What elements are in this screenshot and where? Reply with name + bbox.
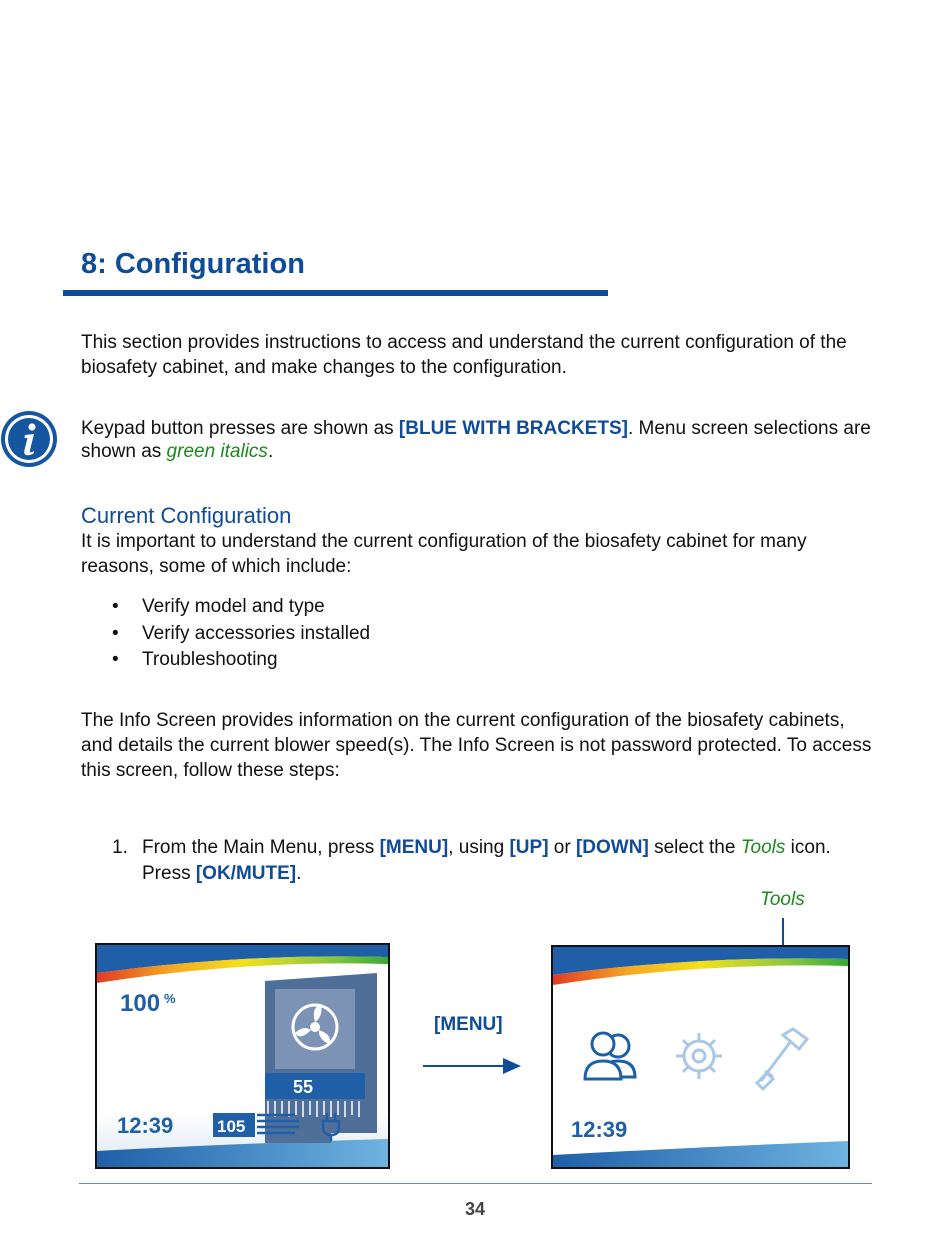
footer-divider bbox=[79, 1183, 872, 1184]
intro-paragraph: This section provides instructions to access and understand the current configuration of the biosafety cabinet, and make changes to the configuration. bbox=[81, 332, 847, 378]
menu-transition-arrow bbox=[423, 1056, 523, 1076]
info-icon bbox=[0, 410, 58, 468]
key-ok-mute: [OK/MUTE] bbox=[195, 863, 297, 884]
list-item: • Troubleshooting bbox=[112, 647, 370, 674]
key-down: [DOWN] bbox=[575, 837, 649, 858]
step-text: , using bbox=[448, 837, 510, 858]
step-1 bbox=[112, 835, 872, 887]
section-title: 8: Configuration bbox=[81, 248, 305, 280]
main-screen-time: 12:39 bbox=[117, 1113, 174, 1138]
key-up: [UP] bbox=[509, 837, 549, 858]
blower-value: 105 bbox=[217, 1117, 246, 1136]
info-note-text: . Menu screen selections are shown as bbox=[81, 418, 871, 462]
info-note-text: . bbox=[267, 441, 274, 462]
list-item: • Verify accessories installed bbox=[112, 621, 370, 648]
step-text: icon. Press bbox=[142, 837, 831, 884]
info-note-blue-example: [BLUE WITH BRACKETS] bbox=[398, 418, 628, 439]
current-configuration-intro: It is important to understand the current configuration of the biosafety cabinet for many reasons, some of which include: bbox=[81, 531, 807, 577]
key-menu: [MENU] bbox=[379, 837, 449, 858]
info-note bbox=[81, 417, 881, 463]
step-text: . bbox=[296, 863, 302, 884]
main-screen-display bbox=[95, 943, 390, 1169]
info-note-text: Keypad button presses are shown as bbox=[81, 418, 399, 439]
menu-screen-display bbox=[551, 945, 850, 1169]
tools-selection: Tools bbox=[740, 837, 786, 858]
list-item: • Verify model and type bbox=[112, 594, 370, 621]
menu-arrow-label: [MENU] bbox=[434, 1014, 503, 1035]
menu-screen-time: 12:39 bbox=[571, 1117, 628, 1142]
current-configuration-heading: Current Configuration bbox=[81, 503, 292, 528]
step-text: select the bbox=[648, 837, 741, 858]
page-number: 34 bbox=[464, 1199, 486, 1219]
info-note-green-example: green italics bbox=[166, 441, 268, 462]
info-screen-paragraph: The Info Screen provides information on the current configuration of the biosafety cabinets, and details the current blower speed(s). The Info Screen is not password protected. To access this screen, follow these steps: bbox=[81, 710, 872, 781]
sash-value: 55 bbox=[293, 1077, 314, 1097]
tools-callout-label: Tools bbox=[760, 889, 805, 910]
step-text: From the Main Menu, press bbox=[142, 837, 380, 858]
title-underline bbox=[63, 290, 608, 296]
reasons-list bbox=[112, 594, 370, 674]
airflow-percent: 100 bbox=[120, 990, 161, 1017]
step-number: 1. bbox=[112, 837, 128, 858]
step-text: or bbox=[548, 837, 576, 858]
airflow-percent-sign: % bbox=[164, 991, 176, 1006]
